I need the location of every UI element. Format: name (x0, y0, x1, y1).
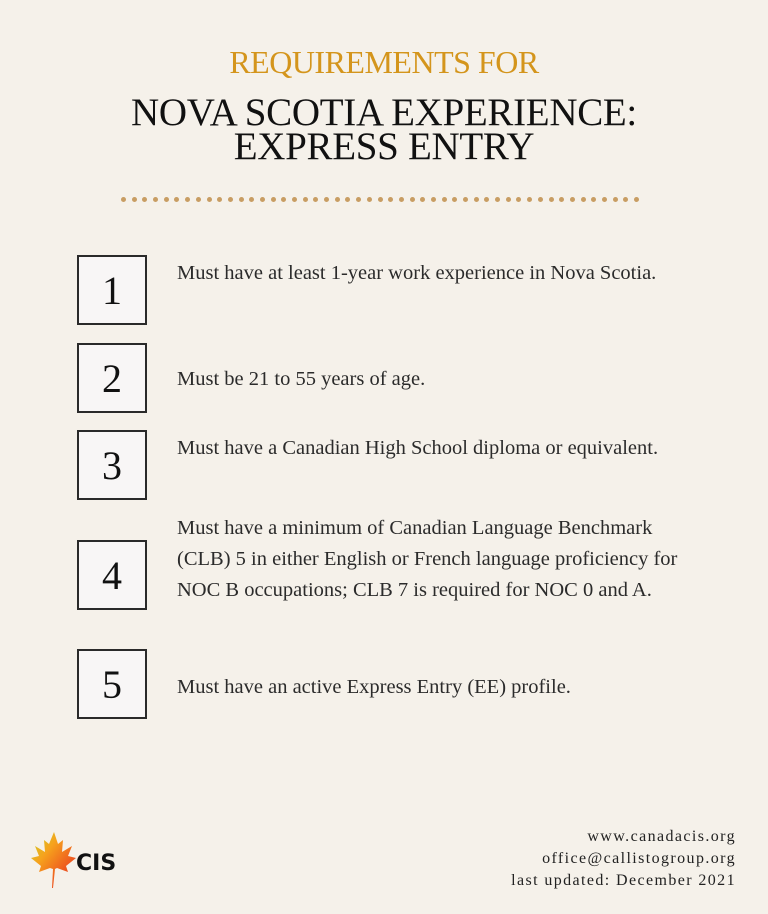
requirement-text: Must have at least 1-year work experience in Nova Scotia. (177, 262, 657, 284)
last-updated: last updated: December 2021 (511, 872, 736, 889)
requirement-text: Must have a minimum of Canadian Language Benchmark (CLB) 5 in either English or French language proficiency for NOC B occupations; CLB 7 is required for NOC 0 and A. (177, 517, 678, 601)
divider-dot (292, 197, 297, 202)
divider-dot (591, 197, 596, 202)
divider-dot (602, 197, 607, 202)
divider-dot (132, 197, 137, 202)
divider-dot (185, 197, 190, 202)
divider-dot (207, 197, 212, 202)
requirement-text: Must be 21 to 55 years of age. (177, 368, 426, 390)
divider-dot (549, 197, 554, 202)
divider-dot (538, 197, 543, 202)
divider-dot (506, 197, 511, 202)
divider-dot (623, 197, 628, 202)
divider-dot (463, 197, 468, 202)
number-box: 5 (77, 649, 147, 719)
footer-contact (511, 826, 736, 892)
dotted-divider (121, 197, 641, 203)
divider-dot (399, 197, 404, 202)
divider-dot (313, 197, 318, 202)
divider-dot (420, 197, 425, 202)
divider-dot (442, 197, 447, 202)
requirement-text: Must have an active Express Entry (EE) profile. (177, 676, 571, 698)
divider-dot (164, 197, 169, 202)
divider-dot (249, 197, 254, 202)
divider-dot (121, 197, 126, 202)
divider-dot (174, 197, 179, 202)
divider-dot (378, 197, 383, 202)
cis-logo (28, 830, 118, 890)
divider-dot (153, 197, 158, 202)
divider-dot (410, 197, 415, 202)
divider-dot (559, 197, 564, 202)
email-link[interactable]: office@callistogroup.org (542, 850, 736, 867)
divider-dot (142, 197, 147, 202)
number-box: 1 (77, 255, 147, 325)
title-line-1: NOVA SCOTIA EXPERIENCE: (131, 91, 637, 134)
number-box: 3 (77, 430, 147, 500)
divider-dot (474, 197, 479, 202)
divider-dot (239, 197, 244, 202)
divider-dot (527, 197, 532, 202)
divider-dot (570, 197, 575, 202)
pretitle: REQUIREMENTS FOR (229, 44, 539, 80)
maple-leaf-icon (28, 830, 118, 890)
divider-dot (516, 197, 521, 202)
number-box: 4 (77, 540, 147, 610)
divider-dot (324, 197, 329, 202)
divider-dot (345, 197, 350, 202)
svg-text:CIS: CIS (76, 851, 117, 876)
divider-dot (217, 197, 222, 202)
page-title (0, 91, 768, 168)
title-line-2: EXPRESS ENTRY (233, 125, 535, 168)
divider-dot (367, 197, 372, 202)
divider-dot (388, 197, 393, 202)
divider-dot (260, 197, 265, 202)
divider-dot (281, 197, 286, 202)
divider-dot (303, 197, 308, 202)
divider-dot (484, 197, 489, 202)
divider-dot (228, 197, 233, 202)
divider-dot (431, 197, 436, 202)
divider-dot (196, 197, 201, 202)
divider-dot (613, 197, 618, 202)
divider-dot (335, 197, 340, 202)
divider-dot (634, 197, 639, 202)
website-link[interactable]: www.canadacis.org (587, 828, 736, 845)
number-box: 2 (77, 343, 147, 413)
divider-dot (581, 197, 586, 202)
divider-dot (452, 197, 457, 202)
requirement-text: Must have a Canadian High School diploma or equivalent. (177, 437, 659, 459)
divider-dot (356, 197, 361, 202)
divider-dot (271, 197, 276, 202)
divider-dot (495, 197, 500, 202)
